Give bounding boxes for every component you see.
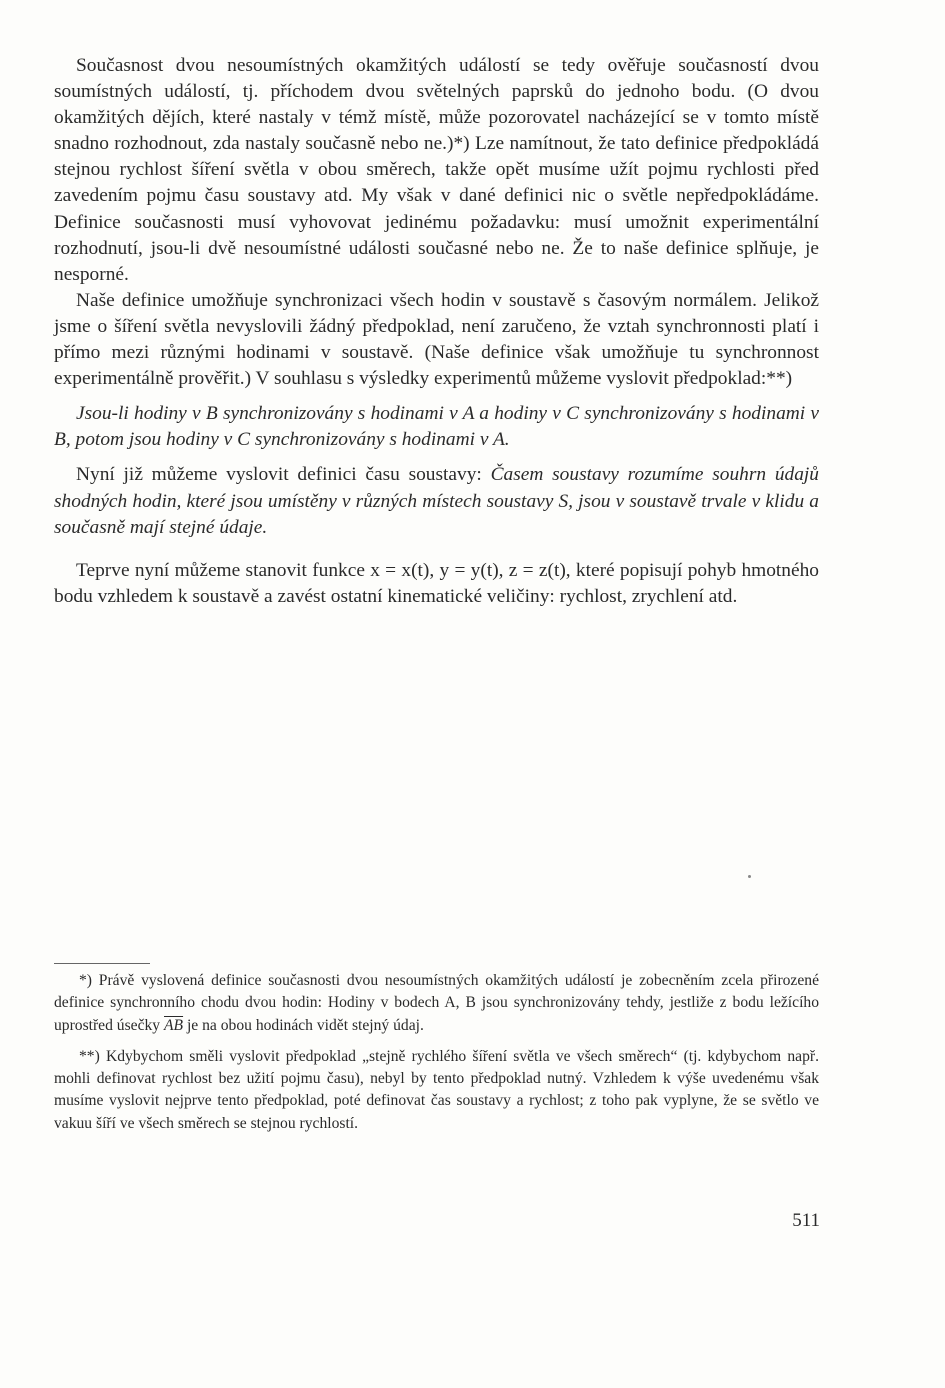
paper-speck bbox=[748, 875, 751, 878]
footnote-1-after: je na obou hodinách vidět stejný údaj. bbox=[183, 1016, 424, 1034]
definition-lead: Nyní již můžeme vyslovit definici času soustavy: bbox=[76, 464, 491, 486]
definition-emphasis: Časem soustavy rozumíme souhrn údajů shodných hodin, které jsou umístěny v různých místech soustavy S, jsou v soustavě trvale v klidu a současně mají stejné údaje. bbox=[54, 464, 820, 538]
footnote-1-segment: $\overline{AB}$ bbox=[164, 1016, 184, 1034]
footnote-2: **) Kdybychom směli vyslovit předpoklad „stejně rychlého šíření světla ve všech směrech“ (tj. kdybychom např. mohli definovat rychlost bez užití pojmu času), nebyl by tento předpoklad nutný. Vzhledem k výše uvedenému však musíme vyslovit nejprve tento předpoklad, poté definovat čas soustavy a rychlost; z toho pak vyplyne, že se světlo ve vakuu šíří ve všech směrech se stejnou rychlostí. bbox=[54, 1047, 819, 1132]
paragraph-1: Současnost dvou nesoumístných okamžitých událostí se tedy ověřuje současností dvou soumístných událostí, tj. příchodem dvou světelných paprsků do jednoho bodu. (O dvou okamžitých dějích, které nastaly v témž místě, může pozorovatel nacházející se v tomto místě snadno rozhodnout, zda nastaly současně nebo ne.)*) Lze namítnout, že tato definice předpokládá stejnou rychlost šíření světla v obou směrech, takže opět musíme užít pojmu rychlosti před zavedením pojmu času soustavy atd. My však v dané definici nic o světle nepředpokládáme. Definice současnosti musí vyhovovat jedinému požadavku: musí umožnit experimentální rozhodnutí, jsou-li dvě nesoumístné události současné nebo ne. Že to naše definice splňuje, je nesporné. bbox=[54, 55, 819, 285]
page-number: 511 bbox=[792, 1210, 820, 1231]
main-text bbox=[54, 53, 819, 610]
paragraph-2: Naše definice umožňuje synchronizaci všech hodin v soustavě s časovým normálem. Jelikož jsme o šíření světla nevyslovili žádný předpoklad, není zaručeno, že vztah synchronnosti platí i přímo mezi různými hodinami v soustavě. (Naše definice však umožňuje tu synchronnost experimentálně prověřit.) V souhlasu s výsledky experimentů můžeme vyslovit předpoklad:**) bbox=[54, 289, 819, 390]
footnote-divider bbox=[54, 963, 150, 964]
paragraph-3-theorem: Jsou-li hodiny v B synchronizovány s hodinami v A a hodiny v C synchronizovány s hodinami v B, potom jsou hodiny v C synchronizovány s hodinami v A. bbox=[54, 403, 819, 451]
footnote-1 bbox=[54, 970, 819, 1037]
paragraph-5: Teprve nyní můžeme stanovit funkce x = x(t), y = y(t), z = z(t), které popisují pohyb hmotného bodu vzhledem k soustavě a zavést ostatní kinematické veličiny: rychlost, zrychlení atd. bbox=[54, 559, 819, 607]
footnote-1-before: *) Právě vyslovená definice současnosti dvou nesoumístných okamžitých událostí je zobecněním zcela přirozené definice synchronního chodu dvou hodin: Hodiny v bodech A, B jsou synchronizovány tehdy, jestliže z bodu ležícího uprostřed úsečky bbox=[54, 972, 819, 1034]
footnotes bbox=[54, 970, 819, 1144]
paragraph-4-definition bbox=[54, 462, 819, 540]
